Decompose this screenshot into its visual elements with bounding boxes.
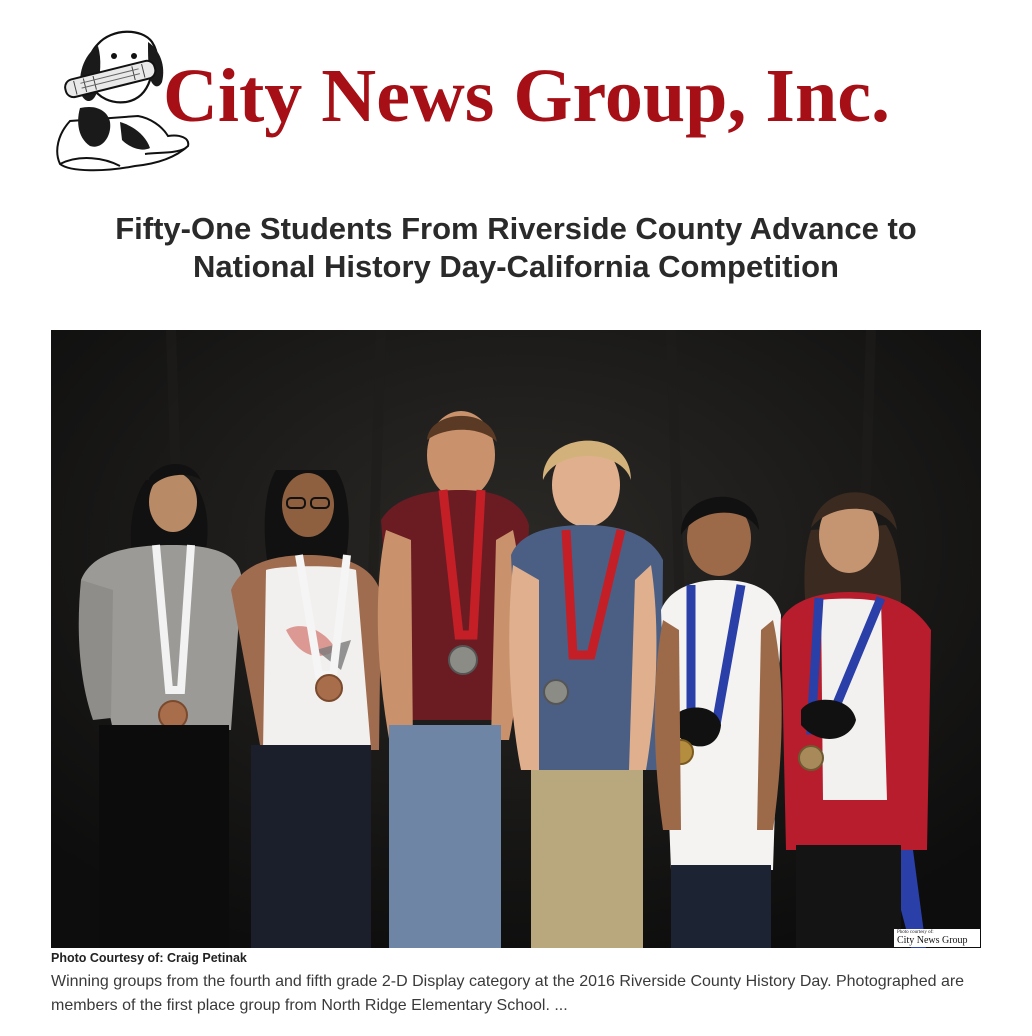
article-headline: Fifty-One Students From Riverside County Advance to National History Day-California Competition bbox=[115, 211, 917, 284]
watermark-caption: Photo courtesy of: bbox=[897, 930, 934, 935]
watermark-brand: City News Group bbox=[897, 935, 968, 946]
photo-caption: Winning groups from the fourth and fifth grade 2-D Display category at the 2016 Riverside County History Day. Photographed are members of the first place group from North Ridge Elementary School. ... bbox=[51, 973, 965, 1014]
photo-credit: Photo Courtesy of: Craig Petinak bbox=[51, 951, 247, 965]
article-photo bbox=[51, 330, 981, 948]
masthead bbox=[50, 26, 980, 176]
brand-name: City News Group, Inc. bbox=[163, 54, 890, 138]
photo-watermark bbox=[894, 929, 980, 947]
